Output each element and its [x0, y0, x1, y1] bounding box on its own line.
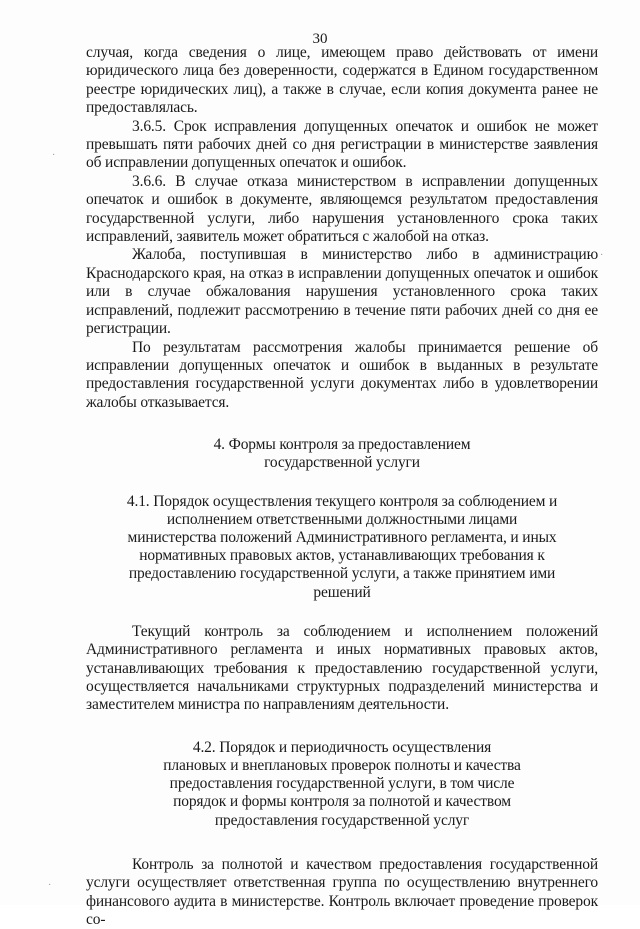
scan-speck: · [48, 880, 52, 891]
paragraph-complaint: Жалоба, поступившая в министерство либо в администрацию Краснодарского края, на отказ в исправлении допущенных опечаток и ошибок или в случае обжалования нарушения установленного срока таких исправлений, подлежит рассмотрению в течение пяти рабочих дней со дня ее регистрации. [86, 246, 598, 338]
scan-speck: · [600, 250, 604, 261]
section-4-heading-line1: 4. Формы контроля за предоставлением [213, 436, 471, 454]
paragraph-continuation: случая, когда сведения о лице, имеющем право действовать от имени юридического лица без доверенности, содержатся в Едином государственном реестре юридических лиц), а также в случае, если копия документа ранее не предоставлялась. [86, 44, 598, 117]
page-number: 30 [312, 31, 328, 47]
section-4-heading [86, 436, 598, 472]
section-4-heading-line2: государственной услуги [264, 454, 420, 472]
paragraph-complaint-result: По результатам рассмотрения жалобы принимается решение об исправлении допущенных опечаток и ошибок в выданных в результате предоставления государственной услуги документах либо в удовлетворении жалобы отказывается. [86, 338, 598, 411]
subsection-4-2-heading: 4.2. Порядок и периодичность осуществления плановых и внеплановых проверок полноты и качества предоставления государственной услуги, в том числе порядок и формы контроля за полнотой и качеством предоставления государственной услуг [163, 738, 521, 829]
subsection-4-2-text: Контроль за полнотой и качеством предоставления государственной услуги осуществляет ответственная группа по осуществлению внутреннего финансового аудита в министерстве. Контроль включает проведение проверок со- [86, 855, 598, 929]
scan-speck: · [52, 150, 56, 161]
paragraph-3-6-6: 3.6.6. В случае отказа министерством в исправлении допущенных опечаток и ошибок в документе, являющемся результатом предоставления государственной услуги, либо нарушения установленного срока таких исправлений, заявитель может обратиться с жалобой на отказ. [86, 172, 598, 246]
subsection-4-1-heading: 4.1. Порядок осуществления текущего контроля за соблюдением и исполнением ответственными должностными лицами министерства положений Административного регламента, и иных нормативных правовых актов, устанавливающих требования к предоставлению государственной услуги, а также принятием ими решений [126, 492, 558, 601]
document-body [86, 44, 598, 929]
subsection-4-1-text: Текущий контроль за соблюдением и исполнением положений Административного регламента и иных нормативных правовых актов, устанавливающих требования к предоставлению государственной услуги, осуществляется начальниками структурных подразделений министерства и заместителем министра по направлениям деятельности. [86, 622, 598, 714]
paragraph-3-6-5: 3.6.5. Срок исправления допущенных опечаток и ошибок не может превышать пяти рабочих дней со дня регистрации в министерстве заявления об исправлении допущенных опечаток и ошибок. [86, 117, 598, 172]
